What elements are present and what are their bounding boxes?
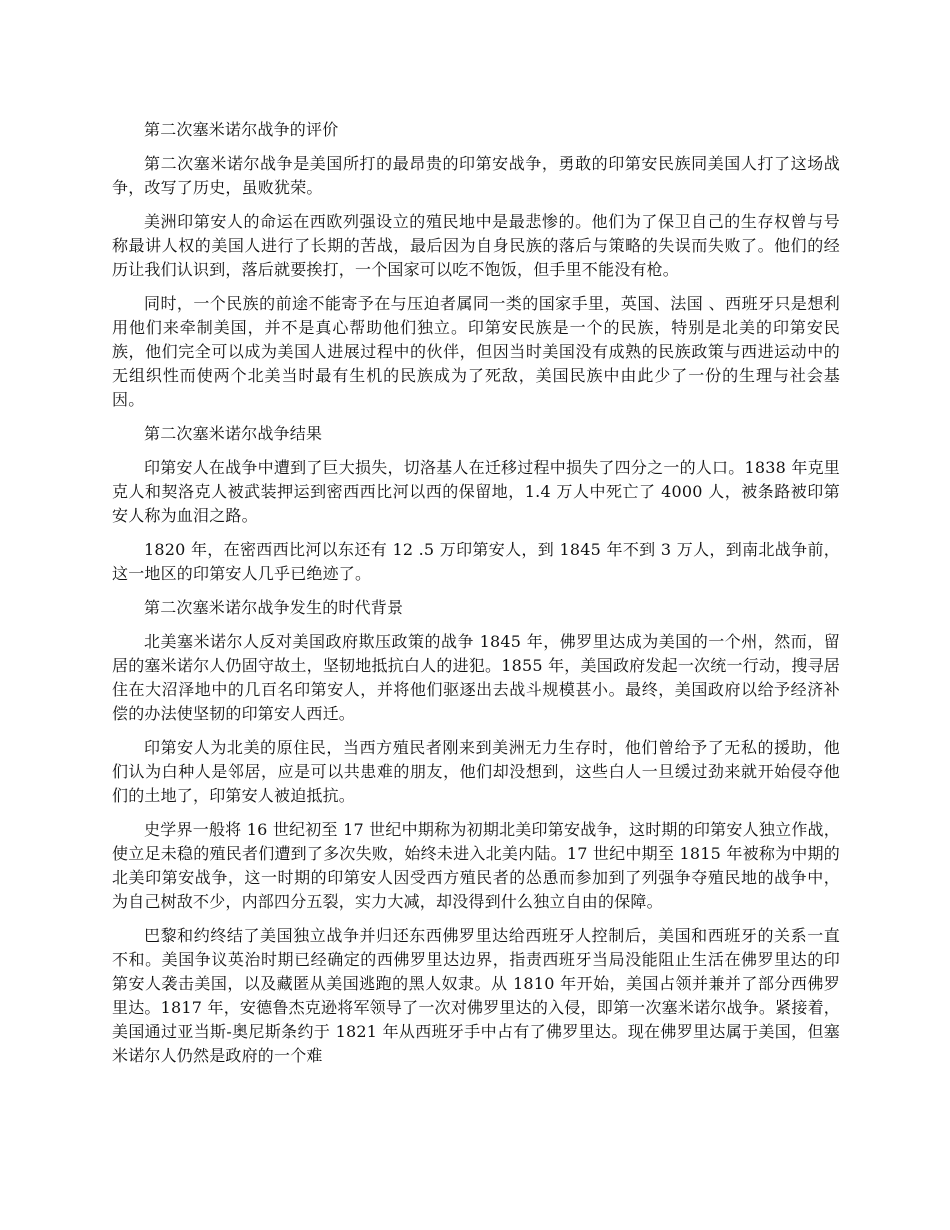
paragraph: 巴黎和约终结了美国独立战争并归还东西佛罗里达给西班牙人控制后，美国和西班牙的关系一直不和。美国争议英治时期已经确定的西佛罗里达边界，指责西班牙当局没能阻止生活在佛罗里达的印第安人袭击美国，以及藏匿从美国逃跑的黑人奴隶。从 1810 年开始，美国占领并兼并了部分西佛罗里达。1817 年，安德鲁杰克逊将军领导了一次对佛罗里达的入侵，即第一次塞米诺尔战争。紧接着，美国通过亚当斯-奥尼斯条约于 1821 年从西班牙手中占有了佛罗里达。现在佛罗里达属于美国，但塞米诺尔人仍然是政府的一个难 — [112, 926, 840, 1065]
section-heading-result: 第二次塞米诺尔战争结果 — [144, 424, 323, 443]
paragraph: 印第安人在战争中遭到了巨大损失，切洛基人在迁移过程中损失了四分之一的人口。1838 年克里克人和契洛克人被武装押运到密西西比河以西的保留地，1.4 万人中死亡了 4000 人，被条路被印第安人称为血泪之路。 — [112, 458, 840, 525]
document-page — [112, 118, 840, 1078]
paragraph: 同时，一个民族的前途不能寄予在与压迫者属同一类的国家手里，英国、法国 、西班牙只是想利用他们来牵制美国，并不是真心帮助他们独立。印第安民族是一个的民族，特别是北美的印第安民族，他们完全可以成为美国人进展过程中的伙伴，但因当时美国没有成熟的民族政策与西进运动中的无组织性而使两个北美当时最有生机的民族成为了死敌，美国民族中由此少了一份的生理与社会基因。 — [112, 294, 840, 409]
section-heading-evaluation: 第二次塞米诺尔战争的评价 — [144, 120, 339, 139]
paragraph: 北美塞米诺尔人反对美国政府欺压政策的战争 1845 年，佛罗里达成为美国的一个州，然而，留居的塞米诺尔人仍固守故土，坚韧地抵抗白人的进犯。1855 年，美国政府发起一次统一行动，搜寻居住在大沼泽地中的几百名印第安人，并将他们驱逐出去战斗规模甚小。最终，美国政府以给予经济补偿的办法使坚韧的印第安人西迁。 — [112, 632, 840, 723]
paragraph: 史学界一般将 16 世纪初至 17 世纪中期称为初期北美印第安战争，这时期的印第安人独立作战，使立足未稳的殖民者们遭到了多次失败，始终未进入北美内陆。17 世纪中期至 1815 年被称为中期的北美印第安战争，这一时期的印第安人因受西方殖民者的怂恿而参加到了列强争夺殖民地的战争中，为自己树敌不少，内部四分五裂，实力大减，却没得到什么独立自由的保障。 — [112, 820, 840, 911]
paragraph: 美洲印第安人的命运在西欧列强设立的殖民地中是最悲惨的。他们为了保卫自己的生存权曾与号称最讲人权的美国人进行了长期的苦战，最后因为自身民族的落后与策略的失误而失败了。他们的经历让我们认识到，落后就要挨打，一个国家可以吃不饱饭，但手里不能没有枪。 — [112, 212, 840, 279]
paragraph: 印第安人为北美的原住民，当西方殖民者刚来到美洲无力生存时，他们曾给予了无私的援助，他们认为白种人是邻居，应是可以共患难的朋友，他们却没想到，这些白人一旦缓过劲来就开始侵夺他们的土地了，印第安人被迫抵抗。 — [112, 738, 840, 805]
paragraph: 第二次塞米诺尔战争是美国所打的最昂贵的印第安战争，勇敢的印第安民族同美国人打了这场战争，改写了历史，虽败犹荣。 — [112, 154, 840, 197]
paragraph: 1820 年，在密西西比河以东还有 12 .5 万印第安人，到 1845 年不到 3 万人，到南北战争前，这一地区的印第安人几乎已绝迹了。 — [112, 540, 840, 583]
section-heading-background: 第二次塞米诺尔战争发生的时代背景 — [144, 598, 404, 617]
